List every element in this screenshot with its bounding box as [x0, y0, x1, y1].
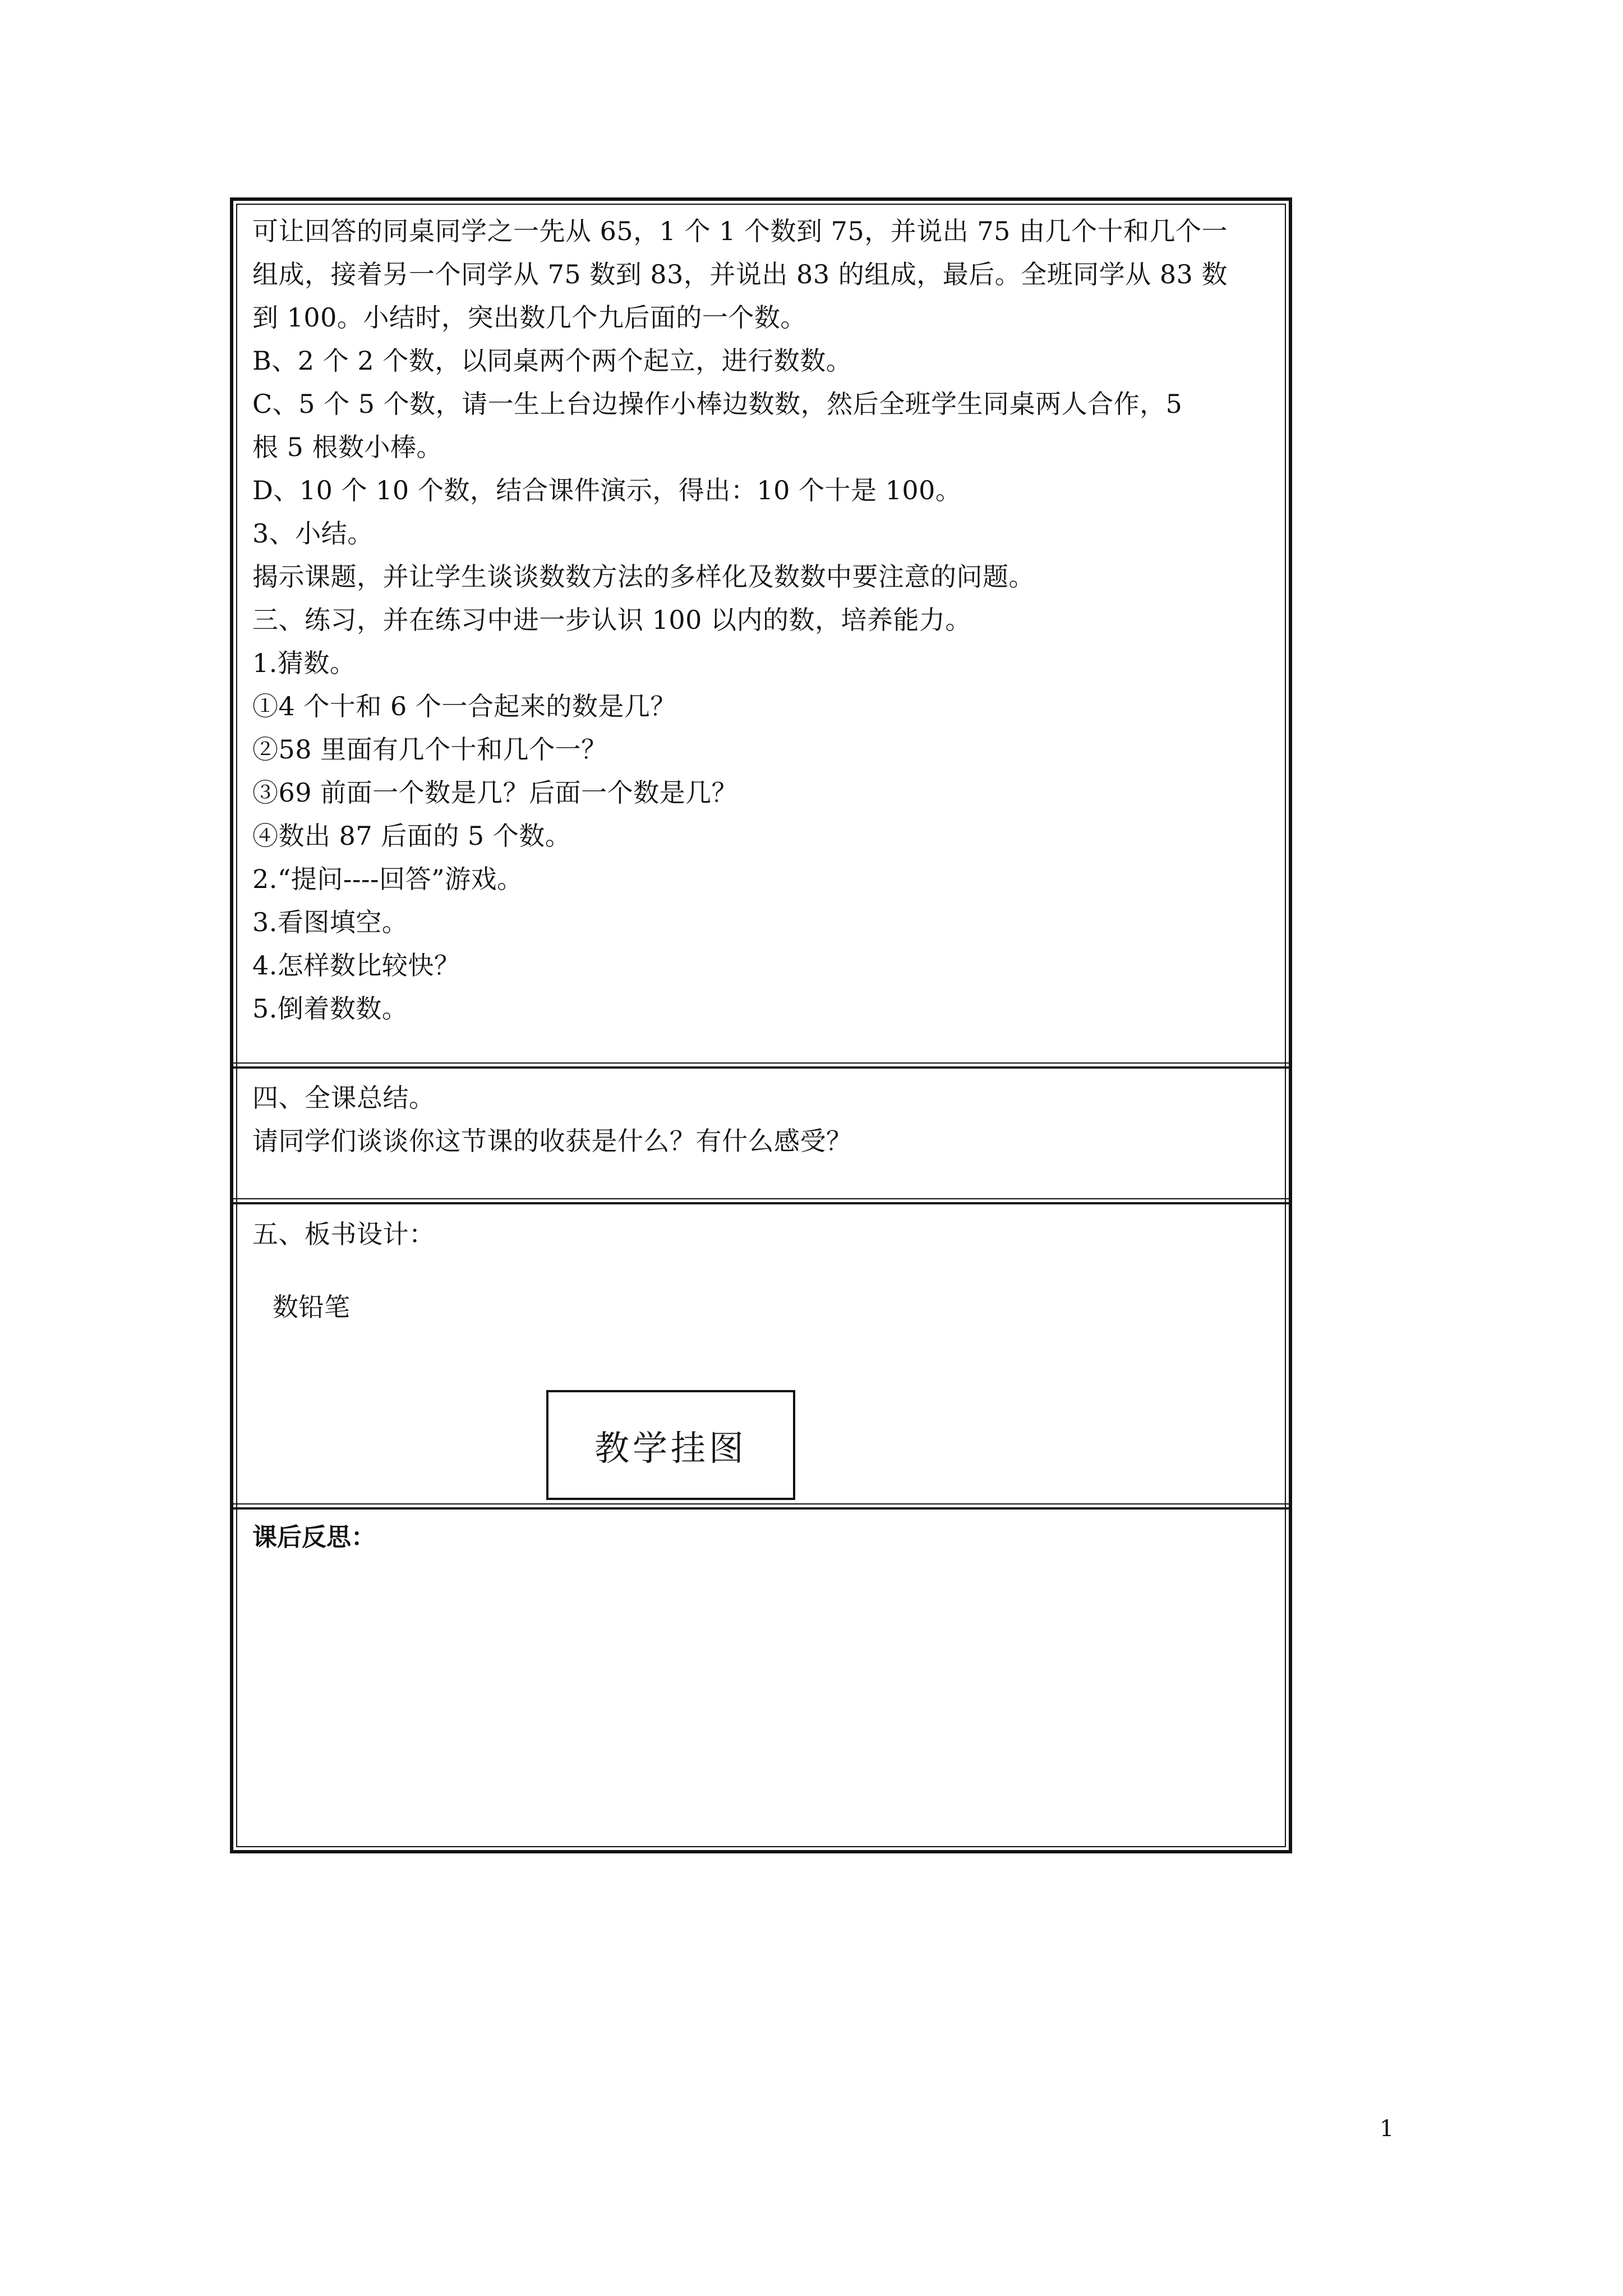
summary-cell [233, 1068, 1289, 1202]
text-line: D、10 个 10 个数，结合课件演示，得出：10 个十是 100。 [252, 475, 962, 505]
row-divider [233, 1062, 1289, 1064]
text-line: ①4 个十和 6 个一合起来的数是几？ [252, 691, 676, 721]
text-line: 可让回答的同桌同学之一先从 65，1 个 1 个数到 75，并说出 75 由几个十和几个一 [252, 216, 1228, 246]
text-line: 1.猜数。 [252, 648, 356, 678]
teaching-chart-label: 教学挂图 [594, 1427, 747, 1469]
section-heading: 课后反思： [252, 1523, 376, 1552]
text-line: 4.怎样数比较快？ [252, 950, 460, 981]
row-divider [233, 1503, 1289, 1504]
text-line: C、5 个 5 个数，请一生上台边操作小棒边数数，然后全班学生同桌两人合作，5 [252, 389, 1183, 419]
board-title: 数铅笔 [273, 1292, 350, 1322]
page-number: 1 [1380, 2116, 1394, 2142]
text-line: ③69 前面一个数是几？后面一个数是几？ [252, 777, 738, 808]
text-line: 5.倒着数数。 [252, 993, 408, 1024]
text-line: 请同学们谈谈你这节课的收获是什么？有什么感受？ [252, 1126, 852, 1156]
text-line: 3、小结。 [252, 518, 374, 549]
lesson-plan-table [230, 197, 1292, 1853]
text-line: 三、练习，并在练习中进一步认识 100 以内的数，培养能力。 [252, 605, 972, 635]
lesson-steps-cell [233, 201, 1289, 1065]
text-line: ②58 里面有几个十和几个一？ [252, 734, 607, 765]
text-line: B、2 个 2 个数，以同桌两个两个起立，进行数数。 [252, 346, 852, 376]
text-line: ④数出 87 后面的 5 个数。 [252, 821, 571, 851]
row-divider [233, 1198, 1289, 1199]
text-line: 2.“提问----回答”游戏。 [252, 864, 523, 894]
text-line: 揭示课题，并让学生谈谈数数方法的多样化及数数中要注意的问题。 [252, 562, 1035, 592]
text-line: 到 100。小结时，突出数几个九后面的一个数。 [252, 302, 806, 333]
section-heading: 四、全课总结。 [252, 1083, 435, 1113]
section-heading: 五、板书设计： [252, 1219, 435, 1249]
reflection-cell [233, 1509, 1289, 1857]
text-line: 3.看图填空。 [252, 907, 408, 937]
teaching-chart-box [546, 1390, 795, 1500]
text-line: 根 5 根数小棒。 [252, 432, 443, 462]
text-line: 组成，接着另一个同学从 75 数到 83，并说出 83 的组成，最后。全班同学从 83 数 [252, 259, 1228, 289]
